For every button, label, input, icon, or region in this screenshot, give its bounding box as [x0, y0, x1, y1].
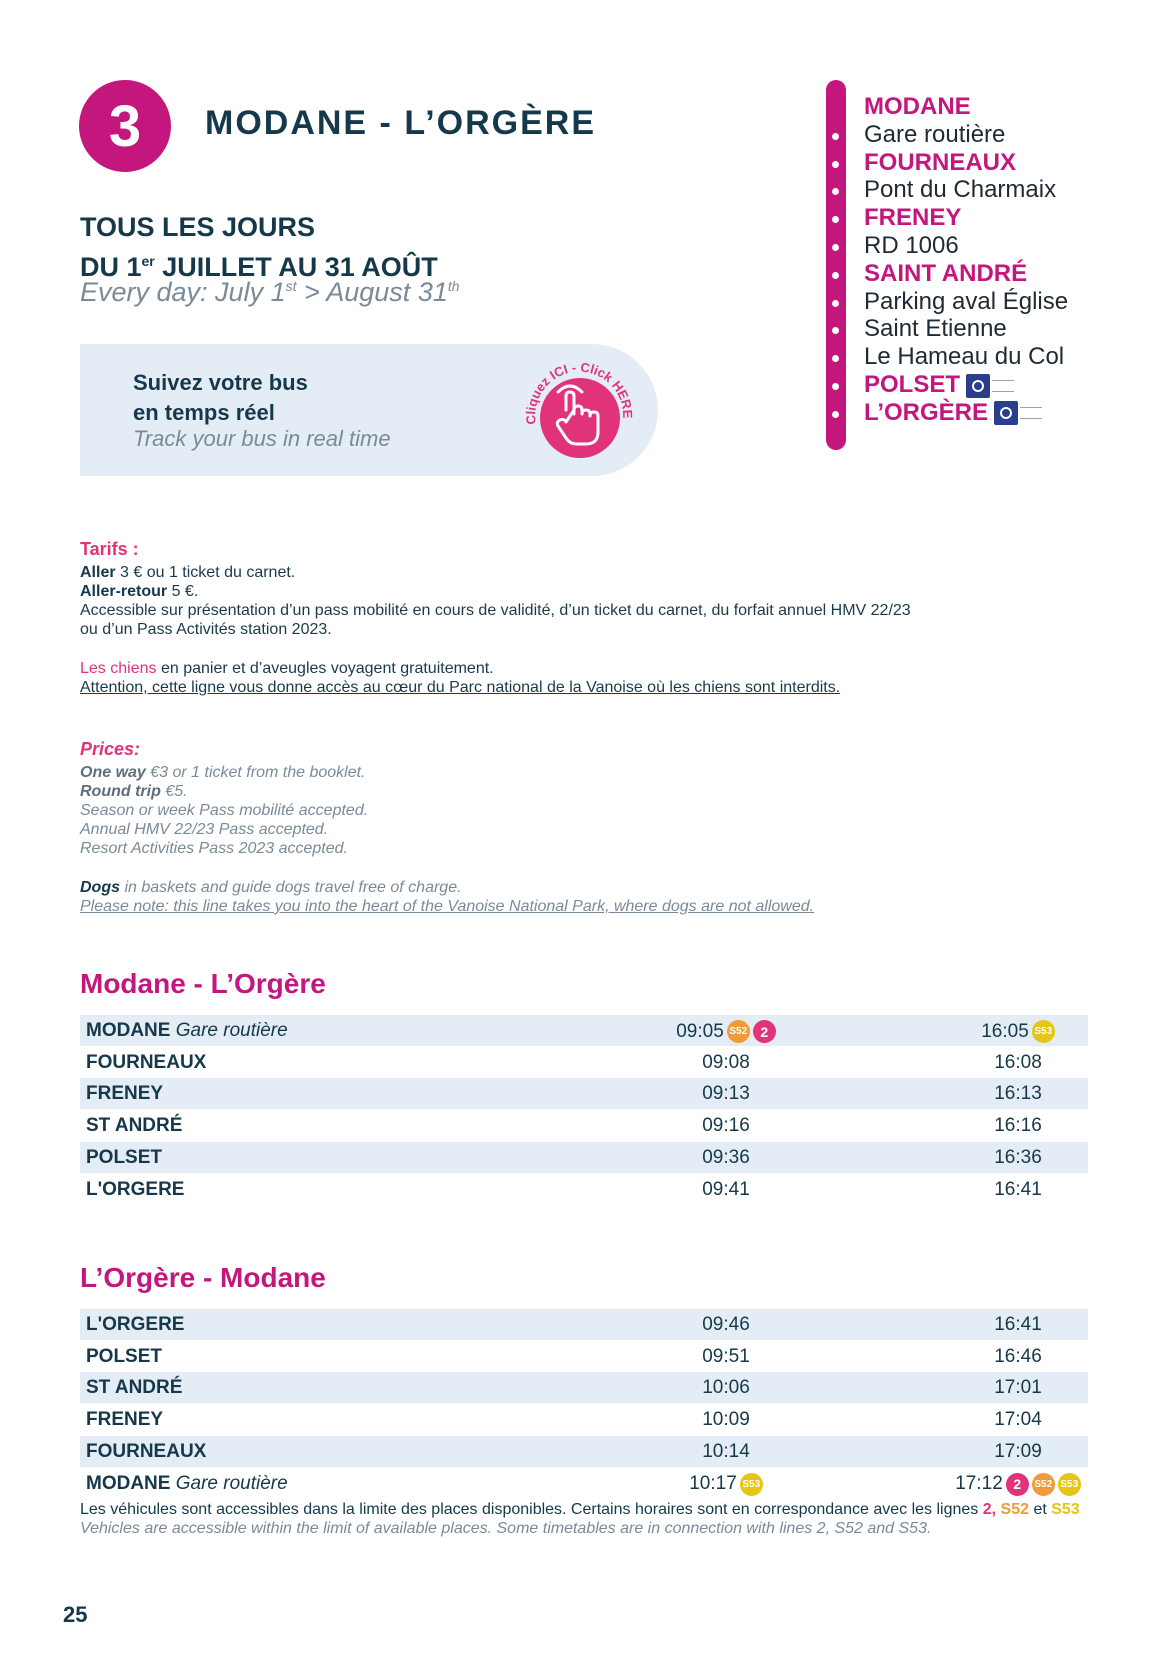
tracking-text-en: Track your bus in real time	[133, 426, 391, 451]
stop-bullet	[832, 383, 839, 390]
stop-place: Parking aval Église	[864, 287, 1069, 315]
days-english: Every day: July 1st > August 31th	[80, 277, 460, 307]
table-row	[80, 1309, 1088, 1340]
departure-time: 16:36	[994, 1146, 1042, 1168]
footnote: Les véhicules sont accessibles dans la limite des places disponibles. Certains horaires sont en correspondance avec les lignes 2, S52 et S53 Vehicles are accessible within the limit of available places. Some timetables are in connection with lines 2, S52 and S53.	[80, 1501, 1080, 1537]
stop-name: FRENEY	[86, 1083, 164, 1105]
departure-time: 09:36	[702, 1146, 750, 1168]
table-row	[80, 1142, 1088, 1173]
tracking-text-fr: Suivez votre bus en temps réel	[133, 370, 308, 425]
stop-place: Gare routière	[864, 120, 1006, 148]
prices-oneway: One way €3 or 1 ticket from the booklet.	[80, 764, 366, 781]
tarifs-warning: Attention, cette ligne vous donne accès au cœur du Parc national de la Vanoise où les chiens sont interdits.	[80, 679, 841, 696]
prices-warning: Please note: this line takes you into the heart of the Vanoise National Park, where dogs are not allowed.	[80, 898, 815, 915]
stop-name: FOURNEAUX	[86, 1051, 207, 1073]
table-row	[80, 1015, 1088, 1046]
departure-time: 10:17 S53	[626, 1473, 826, 1496]
stop-town: POLSET	[864, 371, 1014, 399]
stop-place: Le Hameau du Col	[864, 343, 1065, 371]
tarifs-access-1: Accessible sur présentation d’un pass mobilité en cours de validité, d’un ticket du carnet, du forfait annuel HMV 22/23	[80, 602, 911, 619]
departure-time: 16:41	[994, 1178, 1042, 1200]
connection-tag-s52: S52	[1032, 1473, 1055, 1496]
stop-place: Saint Etienne	[864, 315, 1007, 343]
table-row	[80, 1078, 1088, 1109]
vanoise-park-wordmark	[992, 380, 1014, 392]
line-number-badge	[79, 80, 171, 172]
stop-name: FRENEY	[86, 1409, 164, 1431]
prices-dogs: Dogs in baskets and guide dogs travel free of charge.	[80, 879, 462, 896]
table-row	[80, 1468, 1088, 1499]
stop-bullet	[832, 133, 839, 140]
stop-bullet	[832, 244, 839, 251]
departure-time: 17:09	[994, 1440, 1042, 1462]
stop-bullet	[832, 272, 839, 279]
tarifs-oneway: Aller 3 € ou 1 ticket du carnet.	[80, 564, 296, 581]
table-row	[80, 1341, 1088, 1372]
stop-town: FRENEY	[864, 204, 962, 232]
prices-line4: Annual HMV 22/23 Pass accepted.	[80, 821, 329, 838]
departure-time: 17:01	[994, 1377, 1042, 1399]
stop-town: SAINT ANDRÉ	[864, 259, 1028, 287]
days-french	[80, 210, 438, 284]
departure-time: 16:41	[994, 1314, 1042, 1335]
departure-time: 16:13	[994, 1083, 1042, 1105]
timetable-out-title: Modane - L’Orgère	[80, 968, 326, 999]
line-title: MODANE - L’ORGÈRE	[205, 104, 597, 142]
vanoise-park-logo-icon	[994, 401, 1018, 425]
page-number: 25	[63, 1602, 88, 1627]
timetable-back-title: L’Orgère - Modane	[80, 1262, 326, 1293]
tarifs-access-2: ou d’un Pass Activités station 2023.	[80, 621, 332, 638]
stop-town: FOURNEAUX	[864, 148, 1017, 176]
stop-town: MODANE	[864, 93, 971, 120]
stop-name: POLSET	[86, 1345, 163, 1367]
tarifs-dogs: Les chiens en panier et d’aveugles voyagent gratuitement.	[80, 660, 494, 677]
line-number: 3	[108, 93, 142, 159]
connection-tag-s53: S53	[740, 1473, 763, 1496]
departure-time: 09:13	[702, 1083, 750, 1105]
departure-time: 16:08	[994, 1051, 1042, 1073]
stop-bullet	[832, 411, 839, 418]
stop-name: MODANE Gare routière	[86, 1020, 288, 1041]
departure-time: 10:06	[702, 1377, 750, 1399]
stop-name: MODANE Gare routière	[86, 1472, 288, 1494]
stop-bullet	[832, 300, 839, 307]
prices-line5: Resort Activities Pass 2023 accepted.	[80, 840, 348, 857]
stop-name: L'ORGERE	[86, 1178, 185, 1200]
stop-place: RD 1006	[864, 232, 959, 259]
stop-name: POLSET	[86, 1146, 163, 1168]
vanoise-park-wordmark	[1020, 407, 1042, 419]
days-fr-line1: TOUS LES JOURS	[80, 212, 316, 242]
departure-time: 10:09	[702, 1409, 750, 1431]
connection-tag-c2: 2	[1006, 1473, 1029, 1496]
prices-heading: Prices:	[80, 739, 141, 759]
table-row	[80, 1436, 1088, 1467]
connection-tag-c2: 2	[753, 1020, 776, 1043]
click-here-label: Cliquez ICI - Click HERE	[523, 359, 636, 426]
table-row	[80, 1404, 1088, 1435]
table-row	[80, 1372, 1088, 1403]
tarifs-return: Aller-retour 5 €.	[80, 583, 199, 600]
stop-name: FOURNEAUX	[86, 1440, 207, 1462]
connection-tag-s53: S53	[1032, 1020, 1055, 1043]
click-here-button[interactable]	[518, 352, 638, 472]
stop-town: L’ORGÈRE	[864, 399, 1042, 427]
stop-name: ST ANDRÉ	[86, 1115, 183, 1137]
days-fr-line2: DU 1er JUILLET AU 31 AOÛT	[80, 252, 438, 282]
stop-name: L'ORGERE	[86, 1314, 185, 1335]
table-row	[80, 1110, 1088, 1141]
connection-tag-s52: S52	[727, 1020, 750, 1043]
stop-name: ST ANDRÉ	[86, 1377, 183, 1399]
departure-time: 10:14	[702, 1440, 750, 1462]
stop-place: Pont du Charmaix	[864, 176, 1057, 204]
departure-time: 16:46	[994, 1345, 1042, 1367]
departure-time: 09:46	[702, 1314, 750, 1335]
connection-tag-s53: S53	[1058, 1473, 1081, 1496]
departure-time: 09:16	[702, 1115, 750, 1137]
departure-time: 09:08	[702, 1051, 750, 1073]
vanoise-park-logo-icon	[966, 374, 990, 398]
departure-time: 09:05 S52 2	[626, 1020, 826, 1043]
tarifs-heading: Tarifs :	[80, 539, 139, 559]
stop-bullet	[832, 161, 839, 168]
departure-time: 17:04	[994, 1409, 1042, 1431]
departure-time: 16:05 S53	[918, 1020, 1118, 1043]
table-row	[80, 1047, 1088, 1078]
prices-return: Round trip €5.	[80, 783, 188, 800]
prices-line3: Season or week Pass mobilité accepted.	[80, 802, 369, 819]
departure-time: 16:16	[994, 1115, 1042, 1137]
departure-time: 09:41	[702, 1178, 750, 1200]
departure-time: 09:51	[702, 1345, 750, 1367]
departure-time: 17:12 2 S52 S53	[918, 1473, 1118, 1496]
table-row	[80, 1174, 1088, 1205]
